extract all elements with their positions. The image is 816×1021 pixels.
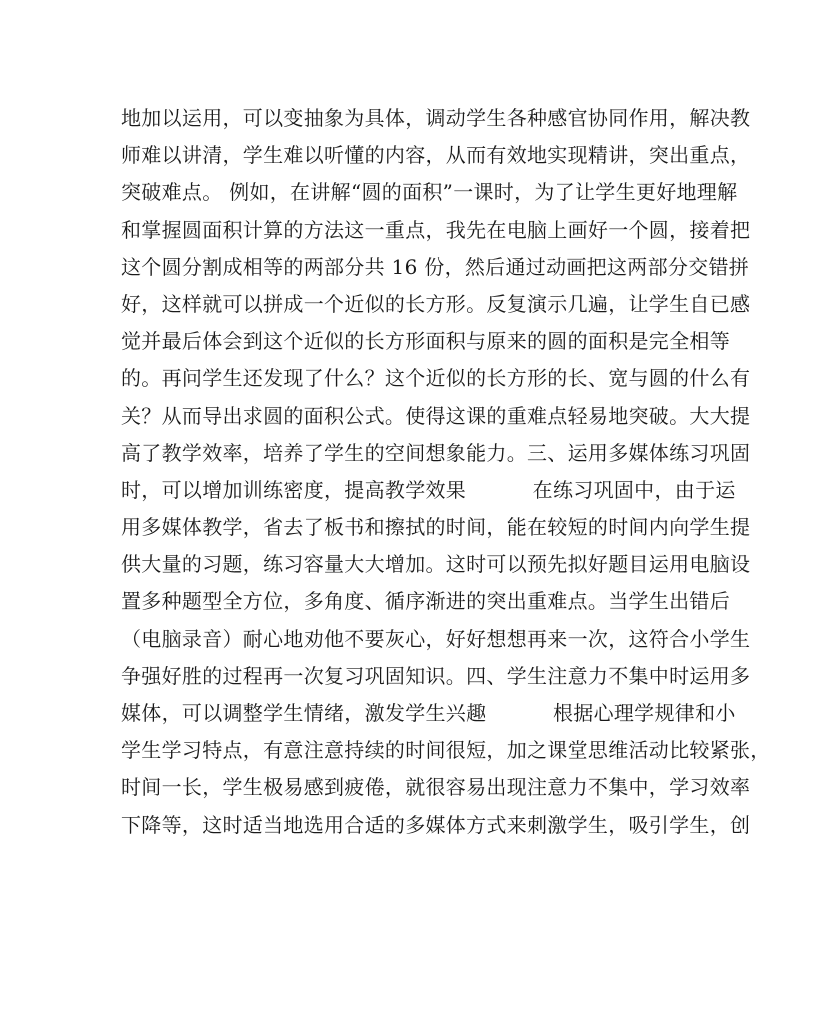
text-line: 和掌握圆面积计算的方法这一重点，我先在电脑上画好一个圆，接着把 [121,217,751,242]
text-line: 好，这样就可以拼成一个近似的长方形。反复演示几遍，让学生自已感 [121,291,751,316]
text-line: 供大量的习题，练习容量大大增加。这时可以预先拟好题目运用电脑设 [121,552,751,577]
text-line: 争强好胜的过程再一次复习巩固知识。四、学生注意力不集中时运用多 [121,663,751,688]
text-line: （电脑录音）耐心地劝他不要灰心，好好想想再来一次，这符合小学生 [121,626,751,651]
text-line: 这个圆分割成相等的两部分共 16 份，然后通过动画把这两部分交错拼 [121,254,750,279]
text-line: 用多媒体教学，省去了板书和擦拭的时间，能在较短的时间内向学生提 [121,515,751,540]
text-line: 置多种题型全方位，多角度、循序渐进的突出重难点。当学生出错后 [121,589,730,614]
text-line: 的。再问学生还发现了什么？这个近似的长方形的长、宽与圆的什么有 [121,366,751,391]
text-line: 学生学习特点，有意注意持续的时间很短，加之课堂思维活动比较紧张， [121,738,771,763]
text-line: 高了教学效率，培养了学生的空间想象能力。三、运用多媒体练习巩固 [121,440,751,465]
body-text [121,100,771,844]
text-line: 觉并最后体会到这个近似的长方形面积与原来的圆的面积是完全相等 [121,329,730,354]
text-line: 时间一长，学生极易感到疲倦，就很容易出现注意力不集中，学习效率 [121,775,751,800]
text-line: 下降等，这时适当地选用合适的多媒体方式来刺激学生，吸引学生，创 [121,812,751,837]
text-line: 时，可以增加训练密度，提高教学效果 在练习巩固中，由于运 [121,477,736,502]
text-line: 关？从而导出求圆的面积公式。使得这课的重难点轻易地突破。大大提 [121,403,751,428]
text-line: 媒体，可以调整学生情绪，激发学生兴趣 根据心理学规律和小 [121,701,736,725]
text-line: 师难以讲清，学生难以听懂的内容，从而有效地实现精讲，突出重点， [121,143,751,168]
text-line: 突破难点。 例如，在讲解“圆的面积”一课时，为了让学生更好地理解 [121,180,738,205]
text-line: 地加以运用，可以变抽象为具体，调动学生各种感官协同作用，解决教 [121,106,751,130]
